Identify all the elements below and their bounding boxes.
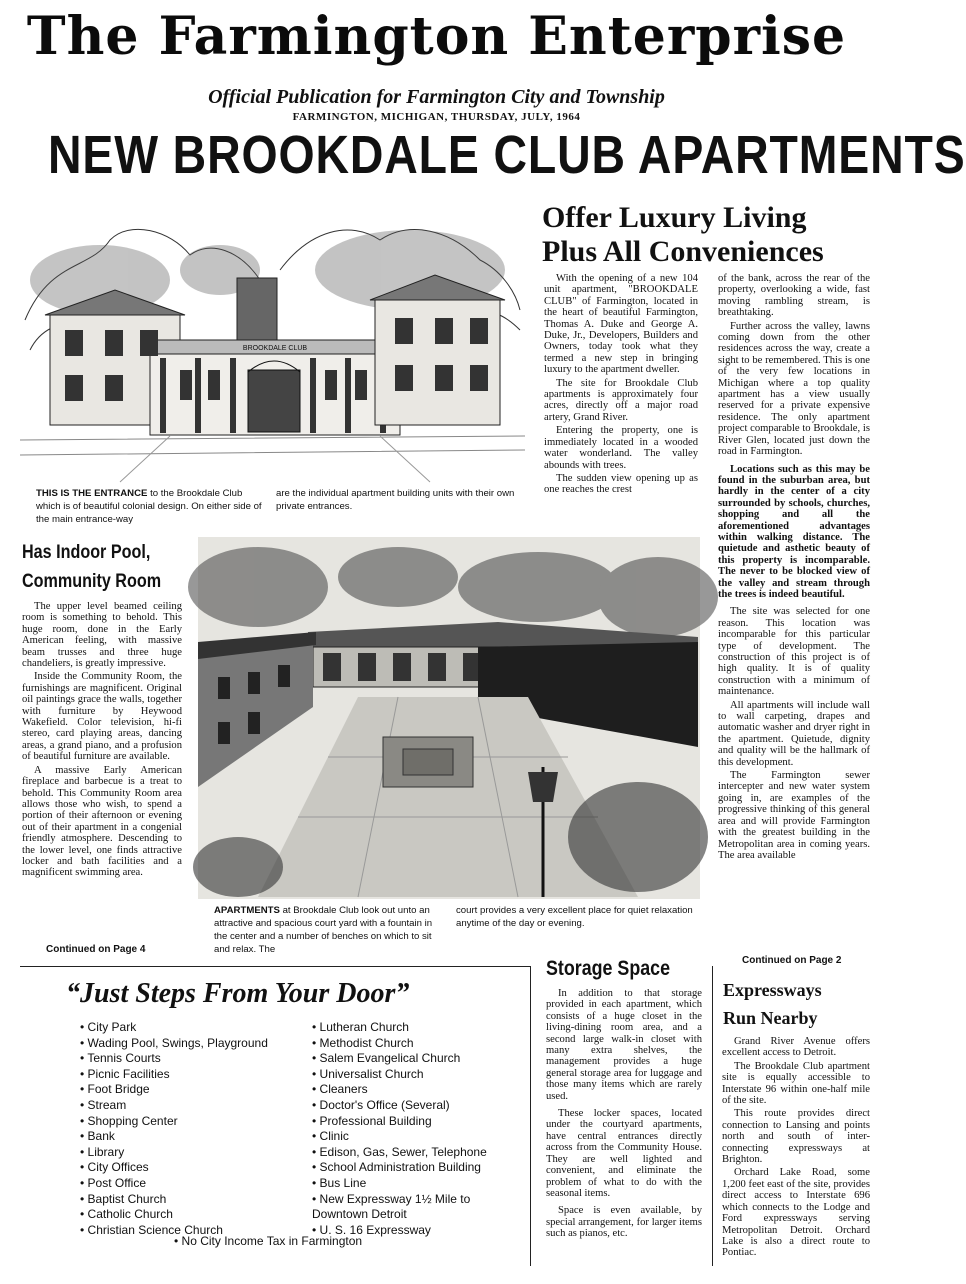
- steps-item: • Shopping Center: [80, 1114, 300, 1130]
- steps-item: • Foot Bridge: [80, 1082, 300, 1098]
- steps-item: • Methodist Church: [312, 1036, 512, 1052]
- continued-page-4: Continued on Page 4: [46, 944, 146, 955]
- steps-item: • Tennis Courts: [80, 1051, 300, 1067]
- steps-item: • Universalist Church: [312, 1067, 512, 1083]
- steps-top-rule: [20, 966, 530, 967]
- steps-list-left: [80, 1020, 300, 1238]
- steps-title: “Just Steps From Your Door”: [66, 978, 410, 1009]
- courtyard-caption-lead: APARTMENTS: [214, 905, 280, 916]
- expressways-para-4: Orchard Lake Road, some 1,200 feet east of the site, provides direct access to Interstate 696 which connects to the Lodge and Ford expressways serving Metropolitan Detroit. Orchard Lake is also a direct route to Pontiac.: [722, 1167, 870, 1259]
- main-column-1: [544, 273, 698, 498]
- storage-column: [546, 988, 702, 1242]
- steps-item: • Baptist Church: [80, 1192, 300, 1208]
- main-para-5: of the bank, across the rear of the property, overlooking a wide, fast moving rambling stream, is breathtaking.: [718, 273, 870, 319]
- storage-para-3: Space is even available, by special arrangement, for larger items such as pianos, etc.: [546, 1205, 702, 1240]
- continued-page-2: Continued on Page 2: [742, 955, 842, 966]
- entrance-caption: [36, 487, 264, 526]
- expressways-para-2: The Brookdale Club apartment site is equally accessible to Interstate 96 within one-half mile of the site.: [722, 1060, 870, 1107]
- steps-item: • U. S. 16 Expressway: [312, 1223, 512, 1239]
- entrance-photo: [20, 200, 525, 482]
- expressways-heading-line1: Expressways: [723, 980, 822, 1000]
- storage-right-rule: [712, 966, 713, 1266]
- entrance-illustration: [20, 200, 525, 482]
- storage-para-1: In addition to that storage provided in each apartment, which consists of a huge closet in the living-dining room area, and a second large walk-in closet with many extra shelves, the management provides a huge general storage area for luggage and those many items which are rarely used.: [546, 988, 702, 1102]
- courtyard-photo: [198, 537, 700, 899]
- entrance-caption-lead: THIS IS THE ENTRANCE: [36, 488, 148, 499]
- steps-item: • Clinic: [312, 1129, 512, 1145]
- expressways-para-1: Grand River Avenue offers excellent access to Detroit.: [722, 1036, 870, 1059]
- main-para-4: The sudden view opening up as one reaches the crest: [544, 472, 698, 496]
- expressways-heading-line2: Run Nearby: [723, 1008, 818, 1028]
- locations-para: Locations such as this may be found in the suburban area, but hardly in the center of a city surrounded by schools, churches, shopping and all the aforementioned advantages within walking distance. The quietude and asthetic beauty of this property is incomparable. The never to be blocked view of the valley and stream through the trees is indeed beautiful.: [718, 463, 870, 600]
- steps-item: • Catholic Church: [80, 1207, 300, 1223]
- steps-item: • Picnic Facilities: [80, 1067, 300, 1083]
- courtyard-caption-right: court provides a very excellent place for quiet relaxation anytime of the day or evening.: [456, 905, 693, 929]
- dateline: FARMINGTON, MICHIGAN, THURSDAY, JULY, 1964: [292, 111, 581, 123]
- pool-heading-line1: Has Indoor Pool,: [22, 542, 151, 563]
- steps-item: • Professional Building: [312, 1114, 512, 1130]
- main-para-2: The site for Brookdale Club apartments is approximately four acres, directly off a major road artery, Grand River.: [544, 377, 698, 423]
- main-para-3: Entering the property, one is immediately located in a wooded water wonderland. The valley abounds with trees.: [544, 425, 698, 471]
- site-para-3: The Farmington sewer intercepter and new water system going in, are examples of the progressive thinking of this general area and will provide Farmington with the greatest building in the Metropolitan area in coming years. The area available: [718, 770, 870, 861]
- steps-item: • City Offices: [80, 1160, 300, 1176]
- steps-footer-text: No City Income Tax in Farmington: [181, 1234, 363, 1248]
- steps-item: • Salem Evangelical Church: [312, 1051, 512, 1067]
- deck-line1: Offer Luxury Living: [542, 201, 807, 234]
- expressways-para-3: This route provides direct connection to Lansing and points north and south of inter-connecting expressways at Brighton.: [722, 1108, 870, 1166]
- steps-item: • Bank: [80, 1129, 300, 1145]
- entrance-caption-right: are the individual apartment building units with their own private entrances.: [276, 488, 515, 512]
- steps-item: • Post Office: [80, 1176, 300, 1192]
- site-para-2: All apartments will include wall to wall carpeting, drapes and automatic washer and dryer right in the apartment. Quietude, dignity and quality will be the hallmark of this development.: [718, 699, 870, 768]
- main-column-2: [718, 273, 870, 863]
- steps-item: • School Administration Building: [312, 1160, 512, 1176]
- headline: NEW BROOKDALE CLUB APARTMENTS: [48, 125, 966, 185]
- masthead-subtitle: Official Publication for Farmington City and Township: [208, 86, 665, 108]
- steps-item: • Library: [80, 1145, 300, 1161]
- steps-item: • Doctor's Office (Several): [312, 1098, 512, 1114]
- pool-column: [22, 601, 182, 881]
- steps-item: • Wading Pool, Swings, Playground: [80, 1036, 300, 1052]
- steps-item: • Stream: [80, 1098, 300, 1114]
- main-para-6: Further across the valley, lawns coming down from the other residences across the way, create a sight to be remembered. This is one of the very few locations in Michigan where a top quality apartment has a view usually reserved for a private expensive residence. The only apartment project comparable to Brookdale, is River Glen, located just down the road in Farmington.: [718, 320, 870, 458]
- pool-para-2: Inside the Community Room, the furnishings are magnificent. Original oil paintings grace the walls, together with furniture by Heywood Wakefield. Color television, hi-fi stereo, card playing areas, dancing areas, a grand piano, and a profusion of beautiful furniture are available.: [22, 671, 182, 763]
- steps-item: • City Park: [80, 1020, 300, 1036]
- masthead-title: The Farmington Enterprise: [26, 6, 847, 67]
- pool-heading-line2: Community Room: [22, 571, 162, 592]
- steps-item: • Cleaners: [312, 1082, 512, 1098]
- steps-item: • Christian Science Church: [80, 1223, 300, 1239]
- deck-line2: Plus All Conveniences: [542, 235, 824, 268]
- pool-para-1: The upper level beamed ceiling room is something to behold. This huge room, done in the Early American feeling, with massive beam trusses and three huge chandeliers, is greatly impressive.: [22, 601, 182, 670]
- storage-heading: Storage Space: [546, 957, 671, 980]
- steps-right-rule: [530, 966, 531, 1266]
- site-para-1: The site was selected for one reason. This location was incomparable for this particular type of development. The construction of this project is of high quality. It is of quality construction with a minimum of maintenance.: [718, 606, 870, 698]
- entrance-caption-text: to the Brookdale Club which is of beautiful colonial design. On either side of the main entrance-way: [36, 488, 262, 525]
- pool-para-3: A massive Early American fireplace and barbecue is a treat to behold. This Community Room area allows those who wish, to spend a portion of their afternoon or evening out of their apartment in a congenial friendly atmosphere. Descending to the lower level, one finds attractive locker and bath facilities and a magnificent swimming area.: [22, 764, 182, 879]
- main-para-1: With the opening of a new 104 unit apartment, "BROOKDALE CLUB" of Farmington, located in the heart of beautiful Farmington, Thomas A. Duke and George A. Duke, Jr., Developers, Builders and Owners, today took what they termed a new step in bringing luxury to the apartment dweller.: [544, 273, 698, 376]
- courtyard-caption: [214, 904, 446, 956]
- steps-list-right: [312, 1020, 512, 1238]
- storage-para-2: These locker spaces, located under the courtyard apartments, have central entrances directly across from the Community House. They are well lighted and convenient, and eliminate the problem of what to do with the seasonal items.: [546, 1108, 702, 1199]
- steps-item: • Edison, Gas, Sewer, Telephone: [312, 1145, 512, 1161]
- steps-footer: • No City Income Tax in Farmington: [174, 1234, 363, 1248]
- courtyard-caption-text: at Brookdale Club look out unto an attractive and spacious court yard with a fountain in the center and a number of benches on which to sit and relax. The: [214, 905, 433, 955]
- steps-item: • New Expressway 1½ Mile to Downtown Detroit: [312, 1192, 512, 1223]
- courtyard-illustration: [198, 537, 700, 899]
- expressways-column: [722, 1036, 870, 1261]
- steps-item: • Bus Line: [312, 1176, 512, 1192]
- steps-item: • Lutheran Church: [312, 1020, 512, 1036]
- portico-sign: BROOKDALE CLUB: [242, 345, 308, 352]
